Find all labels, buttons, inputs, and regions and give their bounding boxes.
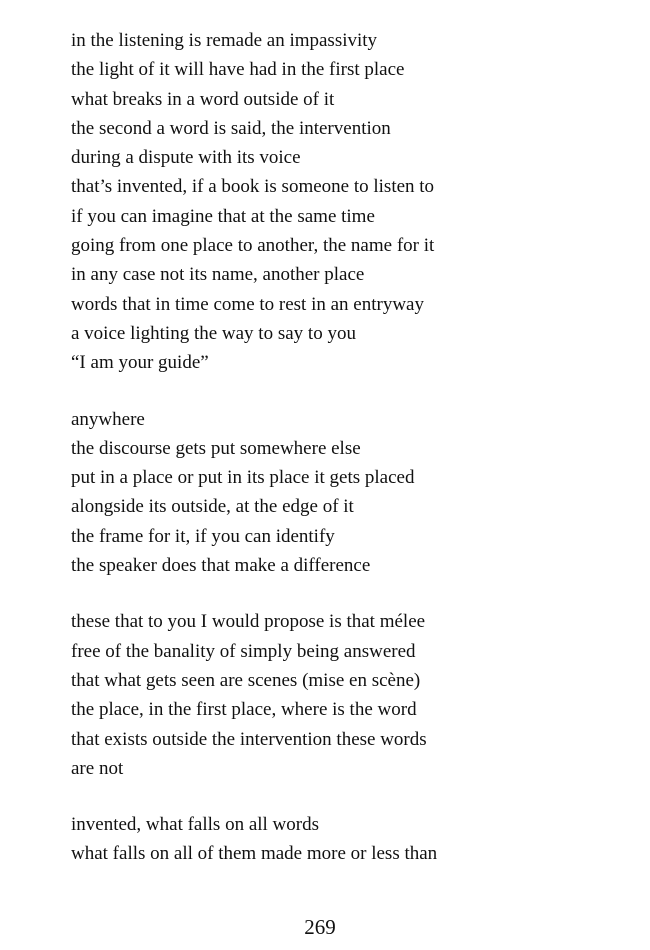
poem-line: in the listening is remade an impassivity [71,30,378,51]
poem-line: in any case not its name, another place [71,264,365,286]
stanza-2 [71,405,631,581]
poem-line: that what gets seen are scenes (mise en scène) [71,669,421,691]
page-number: 269 [304,915,336,939]
poem-line: are not [71,757,124,779]
poem-line: words that in time come to rest in an entryway [71,293,424,315]
poem-line: that’s invented, if a book is someone to listen to [71,176,435,198]
poem-line: put in a place or put in its place it gets placed [71,467,415,489]
stanza-3 [71,607,631,783]
poem-line: the frame for it, if you can identify [71,525,335,547]
poem-line: what breaks in a word outside of it [71,88,335,110]
stanza-4 [71,810,631,869]
poem-line: that exists outside the intervention these words [71,728,427,750]
poem-line: the discourse gets put somewhere else [71,437,361,459]
poem-line: invented, what falls on all words [71,814,320,836]
poem-line: the place, in the first place, where is the word [71,699,417,721]
poem-line: what falls on all of them made more or less than [71,843,438,865]
poem-line: a voice lighting the way to say to you [71,322,356,344]
poem-line: if you can imagine that at the same time [71,205,375,227]
poem-line: “I am your guide” [71,352,209,374]
stanza-1 [71,26,631,378]
poem-line: alongside its outside, at the edge of it [71,496,354,518]
poem-line: the second a word is said, the intervention [71,117,391,139]
poem-line: during a dispute with its voice [71,147,301,169]
poem-line: going from one place to another, the name for it [71,235,435,257]
poem-line: anywhere [71,408,145,430]
poem-line: free of the banality of simply being answered [71,640,416,662]
poem-body [71,26,631,896]
poem-line: these that to you I would propose is that mélee [71,611,426,633]
poem-line: the speaker does that make a difference [71,555,371,577]
poem-line: the light of it will have had in the first place [71,59,405,81]
